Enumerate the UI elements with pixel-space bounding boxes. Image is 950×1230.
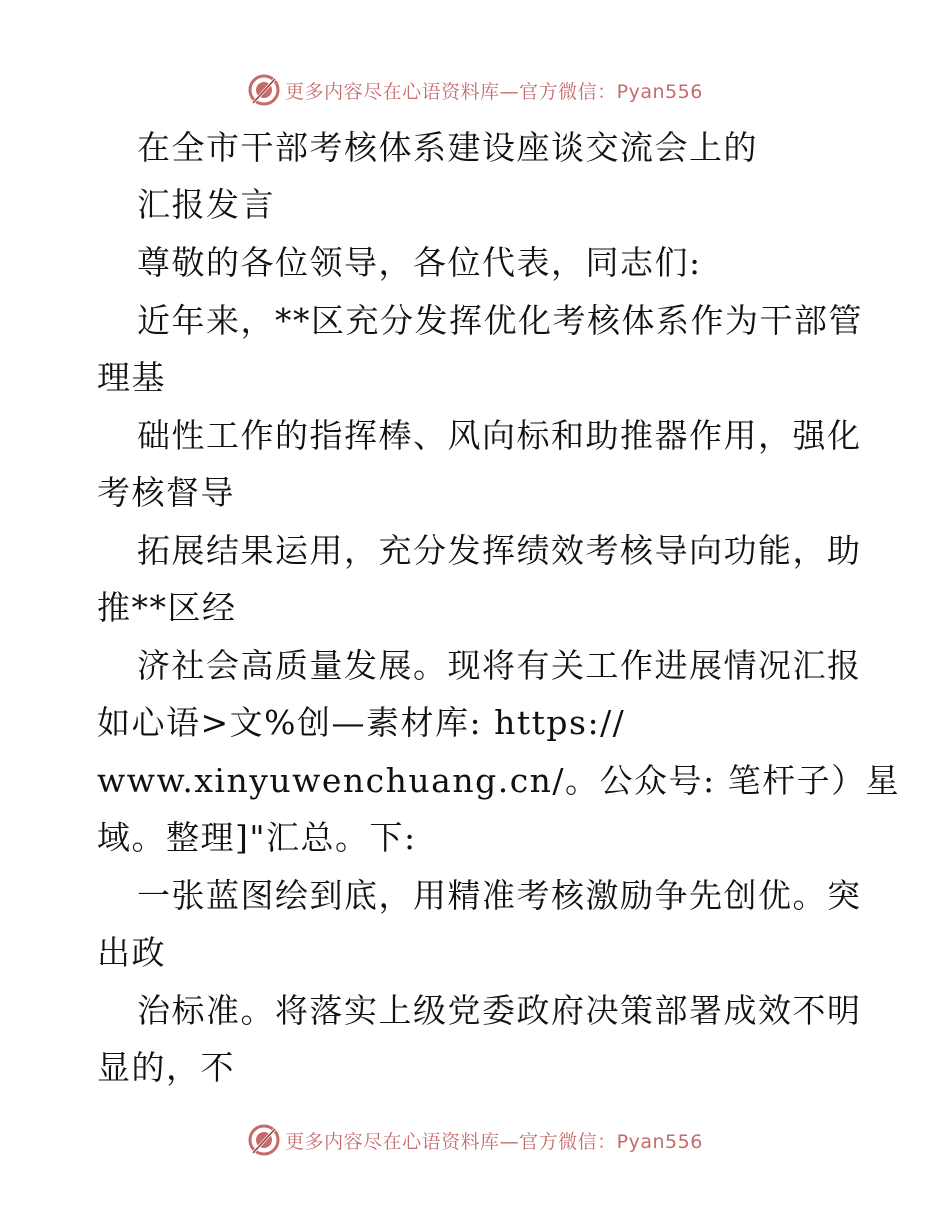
footer-banner <box>0 1120 950 1160</box>
paragraph-line: 域。整理]"汇总。下: <box>97 818 417 857</box>
paragraph-line: 济社会高质量发展。现将有关工作进展情况汇报 <box>137 646 862 685</box>
paragraph-line: 显的，不 <box>97 1048 235 1087</box>
header-banner-text: 更多内容尽在心语资料库—官方微信：Pyan556 <box>285 80 703 103</box>
paragraph-line: 拓展结果运用，充分发挥绩效考核导向功能，助 <box>137 531 862 570</box>
paragraph-line: 一张蓝图绘到底，用精准考核激励争先创优。突 <box>137 876 862 915</box>
salutation: 尊敬的各位领导，各位代表，同志们: <box>137 243 702 282</box>
paragraph-line: 推**区经 <box>97 588 237 627</box>
paragraph-line: 础性工作的指挥棒、风向标和助推器作用，强化 <box>137 416 862 455</box>
paragraph-line: 理基 <box>97 358 166 397</box>
header-banner <box>0 70 950 110</box>
pen-seal-logo-icon <box>247 73 281 107</box>
paragraph-line: 出政 <box>97 933 166 972</box>
title-line-2: 汇报发言 <box>137 185 275 224</box>
paragraph-line: 近年来，**区充分发挥优化考核体系作为干部管 <box>137 301 863 340</box>
paragraph-line: 治标准。将落实上级党委政府决策部署成效不明 <box>137 991 862 1030</box>
paragraph-line: 考核督导 <box>97 473 235 512</box>
pen-seal-logo-icon <box>247 1123 281 1157</box>
footer-banner-text: 更多内容尽在心语资料库—官方微信：Pyan556 <box>285 1130 703 1153</box>
paragraph-line: www.xinyuwenchuang.cn/。公众号: 笔杆子）星 <box>97 761 901 800</box>
paragraph-line: 如心语>文%创—素材库: https:// <box>97 703 626 742</box>
title-line-1: 在全市干部考核体系建设座谈交流会上的 <box>137 128 758 167</box>
